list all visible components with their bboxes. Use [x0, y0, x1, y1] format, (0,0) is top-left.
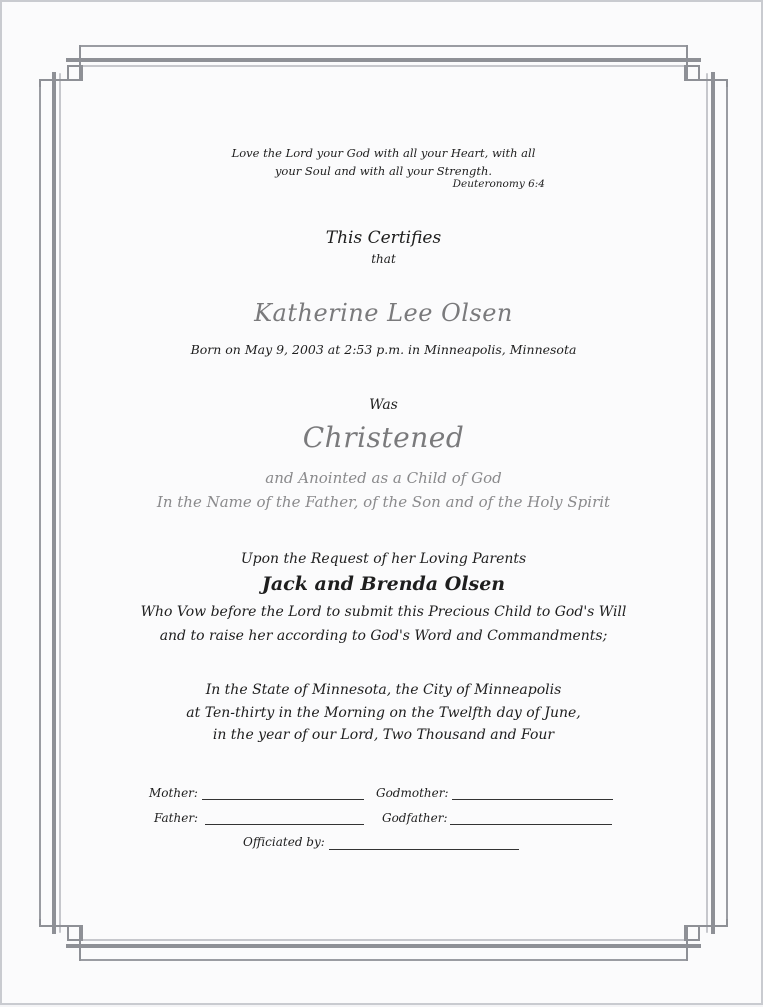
- vow-line-2: and to raise her according to God's Word and Commandments;: [159, 628, 608, 644]
- verse-reference: Deuteronomy 6:4: [452, 178, 545, 190]
- mother-label: Mother:: [149, 786, 198, 800]
- mother-signature-line[interactable]: [202, 799, 364, 800]
- vow-line-1: Who Vow before the Lord to submit this Precious Child to God's Will: [140, 604, 627, 620]
- request-line: Upon the Request of her Loving Parents: [240, 551, 527, 567]
- place-line-2: at Ten-thirty in the Morning on the Twelfth day of June,: [186, 705, 581, 721]
- birth-line: Born on May 9, 2003 at 2:53 p.m. in Minneapolis, Minnesota: [190, 342, 577, 357]
- corner-bottom-right: [685, 920, 727, 960]
- father-label: Father:: [154, 811, 199, 825]
- holy-trinity-line: In the Name of the Father, of the Son and of the Holy Spirit: [156, 493, 611, 511]
- certifies-heading: This Certifies: [325, 228, 442, 248]
- place-line-3: in the year of our Lord, Two Thousand and Four: [212, 727, 555, 743]
- godmother-signature-line[interactable]: [452, 799, 613, 800]
- anointed-line: and Anointed as a Child of God: [265, 469, 502, 487]
- officiated-label: Officiated by:: [243, 835, 325, 849]
- child-name: Katherine Lee Olsen: [254, 299, 513, 327]
- was-text: Was: [369, 397, 398, 413]
- that-text: that: [371, 252, 396, 266]
- place-line-1: In the State of Minnesota, the City of Minneapolis: [205, 682, 562, 698]
- parents-names: Jack and Brenda Olsen: [261, 573, 506, 595]
- verse-line-1: Love the Lord your God with all your Heart, with all: [231, 146, 536, 160]
- godfather-label: Godfather:: [382, 811, 448, 825]
- father-signature-line[interactable]: [205, 824, 364, 825]
- corner-top-right: [685, 46, 727, 86]
- certificate-content: [82, 2, 685, 1007]
- corner-top-left: [40, 46, 82, 86]
- godmother-label: Godmother:: [376, 786, 449, 800]
- officiant-signature-line[interactable]: [329, 849, 519, 850]
- corner-bottom-left: [40, 920, 82, 960]
- christened-heading: Christened: [302, 421, 465, 454]
- godfather-signature-line[interactable]: [450, 824, 612, 825]
- verse-line-2: your Soul and with all your Strength.: [274, 164, 493, 178]
